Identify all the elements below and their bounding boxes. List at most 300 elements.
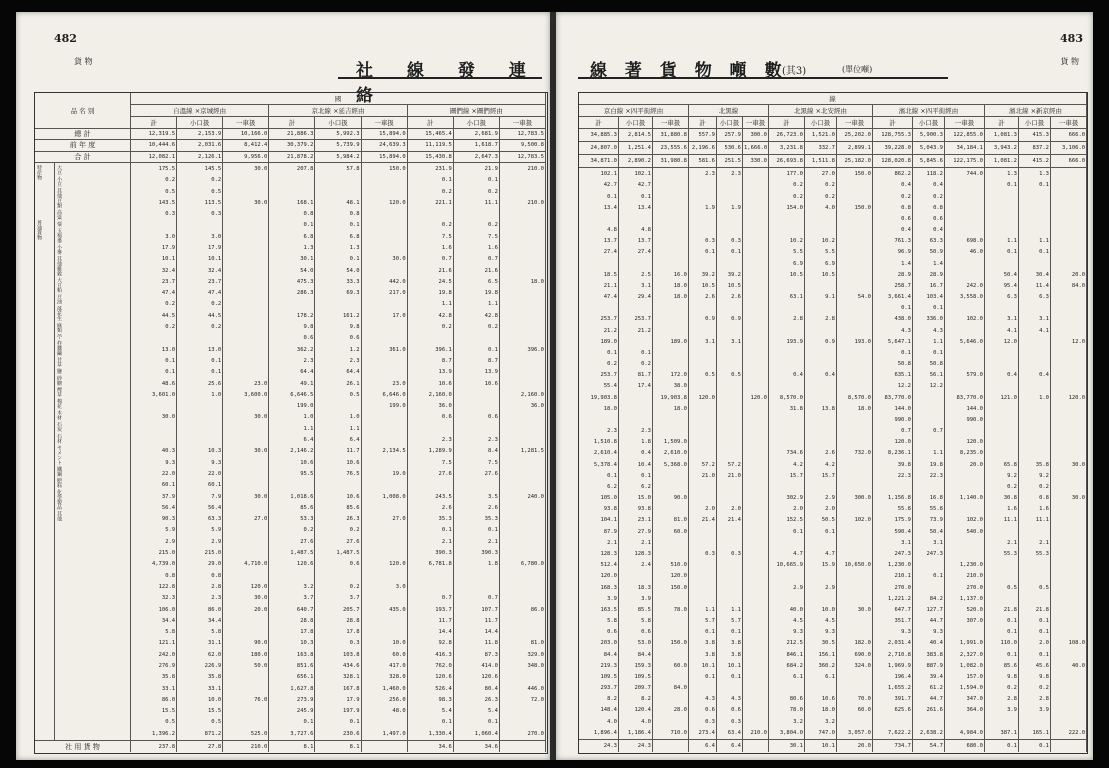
data-cell (689, 682, 717, 693)
table-row (579, 280, 1087, 291)
data-cell (689, 537, 717, 548)
data-cell (717, 414, 743, 425)
data-cell: 512.4 (579, 560, 619, 571)
data-cell: 5.8 (177, 626, 223, 637)
data-cell: 1,991.0 (945, 638, 985, 649)
data-cell: 4,984.0 (945, 727, 985, 739)
data-cell (717, 481, 743, 492)
data-cell (223, 208, 269, 219)
data-cell: 2.1 (1019, 537, 1051, 548)
data-cell: 30.0 (223, 162, 269, 174)
data-cell (499, 321, 545, 332)
data-cell: 30,379.2 (269, 140, 315, 151)
data-cell: 18.0 (653, 280, 689, 291)
subcolumn-header: 計 (131, 117, 177, 129)
data-cell: 38.0 (653, 381, 689, 392)
data-cell: 165.1 (1019, 727, 1051, 739)
data-cell (619, 258, 653, 269)
data-cell: 2.9 (131, 536, 177, 547)
data-cell (619, 392, 653, 403)
data-cell: 85.6 (985, 660, 1019, 671)
data-cell: 10.3 (177, 446, 223, 457)
data-cell: 2.1 (619, 537, 653, 548)
data-cell (1019, 414, 1051, 425)
data-cell (653, 414, 689, 425)
data-cell: 85.6 (269, 502, 315, 513)
data-cell: 4.5 (769, 615, 805, 626)
data-cell (769, 280, 805, 291)
data-cell: 3,727.6 (269, 728, 315, 741)
data-cell: 50.4 (913, 526, 945, 537)
data-cell (1051, 202, 1087, 213)
data-cell (223, 547, 269, 558)
data-cell (499, 242, 545, 253)
data-cell (653, 202, 689, 213)
data-cell: 10.1 (717, 660, 743, 671)
data-cell (361, 547, 407, 558)
data-cell (361, 626, 407, 637)
data-cell (805, 359, 837, 370)
data-cell: 0.7 (913, 426, 945, 437)
data-cell: 180.0 (223, 649, 269, 660)
subcolumn-header: 一車扱 (743, 117, 769, 129)
data-cell: 35.3 (407, 513, 453, 524)
data-cell: 3.0 (177, 231, 223, 242)
data-cell (453, 581, 499, 592)
data-cell (805, 571, 837, 582)
data-cell: 20.0 (945, 459, 985, 470)
data-cell: 680.0 (945, 739, 985, 752)
data-cell: 0.6 (913, 213, 945, 224)
data-cell: 0.1 (315, 717, 361, 728)
data-cell (717, 224, 743, 235)
data-cell (1051, 403, 1087, 414)
data-cell: 0.6 (873, 213, 913, 224)
data-cell: 698.0 (945, 236, 985, 247)
data-cell (743, 347, 769, 358)
data-cell: 3.8 (689, 638, 717, 649)
data-cell: 196.4 (873, 671, 913, 682)
data-cell (499, 378, 545, 389)
data-cell (1051, 325, 1087, 336)
data-cell (1051, 739, 1087, 752)
data-cell: 9.3 (805, 627, 837, 638)
data-cell: 5.9 (177, 525, 223, 536)
data-cell (407, 581, 453, 592)
data-cell: 120.4 (619, 705, 653, 716)
data-cell (985, 381, 1019, 392)
data-cell: 6,646.0 (361, 389, 407, 400)
data-cell: 0.8 (131, 570, 177, 581)
data-cell: 6,780.0 (499, 559, 545, 570)
data-cell (689, 347, 717, 358)
data-cell: 34.4 (131, 615, 177, 626)
data-cell: 54.0 (837, 291, 873, 302)
title-rule-left (338, 77, 542, 79)
data-cell: 0.1 (619, 470, 653, 481)
data-cell: 415.3 (1019, 129, 1051, 142)
data-cell: 0.1 (1019, 739, 1051, 752)
data-cell: 0.1 (315, 254, 361, 265)
data-cell (985, 258, 1019, 269)
data-cell (223, 502, 269, 513)
data-cell: 0.2 (453, 186, 499, 197)
data-cell: 16.7 (913, 280, 945, 291)
page-number-left: 482 (54, 32, 77, 45)
data-cell: 12.2 (913, 381, 945, 392)
data-cell: 50.4 (985, 269, 1019, 280)
data-cell: 684.2 (769, 660, 805, 671)
data-cell (1051, 437, 1087, 448)
title-subtitle: (其3) (782, 66, 807, 77)
data-cell: 95.5 (269, 468, 315, 479)
data-cell (223, 310, 269, 321)
data-cell: 336.0 (913, 314, 945, 325)
data-cell (743, 504, 769, 515)
data-cell: 27.9 (619, 526, 653, 537)
data-cell: 55.8 (873, 504, 913, 515)
table-row (579, 593, 1087, 604)
data-cell: 2.4 (619, 560, 653, 571)
data-cell: 34.6 (453, 741, 499, 752)
data-cell: 6.1 (805, 671, 837, 682)
data-cell: 11.1 (1019, 515, 1051, 526)
data-cell: 0.1 (985, 649, 1019, 660)
data-cell: 47.4 (579, 291, 619, 302)
data-cell (361, 208, 407, 219)
data-cell: 1.6 (453, 242, 499, 253)
table-row (579, 682, 1087, 693)
data-cell: 56.1 (913, 370, 945, 381)
route-group-header: 京北線 ×延吉經由 (269, 105, 407, 117)
data-cell: 40.0 (769, 604, 805, 615)
data-cell: 0.1 (453, 344, 499, 355)
data-cell (837, 548, 873, 559)
data-cell: 161.2 (315, 310, 361, 321)
data-cell (689, 493, 717, 504)
data-cell (223, 220, 269, 231)
data-cell (837, 615, 873, 626)
table-row (579, 716, 1087, 727)
data-cell (837, 571, 873, 582)
data-cell (223, 434, 269, 445)
data-cell (743, 537, 769, 548)
data-cell: 63.1 (769, 291, 805, 302)
data-cell: 0.1 (913, 347, 945, 358)
data-cell: 0.1 (453, 175, 499, 186)
data-cell: 1.3 (315, 242, 361, 253)
right-page (556, 12, 1093, 760)
data-cell: 0.6 (315, 333, 361, 344)
data-cell: 3.9 (579, 593, 619, 604)
data-cell (837, 359, 873, 370)
data-cell: 307.0 (945, 615, 985, 626)
data-cell (873, 481, 913, 492)
data-cell: 6,781.8 (407, 559, 453, 570)
data-cell: 3.9 (985, 705, 1019, 716)
data-cell (177, 434, 223, 445)
data-cell (1051, 470, 1087, 481)
data-cell (985, 716, 1019, 727)
data-cell: 27.0 (805, 168, 837, 180)
data-cell: 102.1 (619, 168, 653, 180)
data-cell: 210.0 (223, 741, 269, 752)
data-cell: 256.0 (361, 694, 407, 705)
data-cell: 2,031.6 (177, 140, 223, 151)
data-cell (361, 593, 407, 604)
data-cell (653, 258, 689, 269)
data-cell: 24.3 (579, 739, 619, 752)
data-cell: 0.6 (717, 705, 743, 716)
data-cell: 0.1 (579, 191, 619, 202)
data-cell (717, 582, 743, 593)
data-cell: 253.7 (579, 314, 619, 325)
data-cell: 18.0 (653, 403, 689, 414)
data-cell (1051, 291, 1087, 302)
data-cell: 49.1 (269, 378, 315, 389)
data-cell (1051, 448, 1087, 459)
data-cell (689, 414, 717, 425)
table-row (579, 347, 1087, 358)
data-cell: 18.0 (837, 403, 873, 414)
data-cell: 81.7 (619, 370, 653, 381)
data-cell: 72.0 (499, 694, 545, 705)
data-cell (361, 457, 407, 468)
table-row (579, 359, 1087, 370)
data-cell (579, 303, 619, 314)
data-cell: 122,855.0 (945, 129, 985, 142)
data-cell: 30.0 (223, 446, 269, 457)
data-cell: 76.5 (315, 468, 361, 479)
data-cell: 1.1 (985, 236, 1019, 247)
data-cell: 240.0 (499, 491, 545, 502)
data-cell: 10.0 (805, 604, 837, 615)
data-cell: 21.0 (717, 470, 743, 481)
data-cell: 1,618.7 (453, 140, 499, 151)
data-cell (689, 582, 717, 593)
data-cell (805, 280, 837, 291)
data-cell: 102.0 (945, 314, 985, 325)
data-cell (913, 560, 945, 571)
data-cell: 11,119.5 (407, 140, 453, 151)
data-cell (717, 325, 743, 336)
data-cell: 36.0 (499, 401, 545, 412)
data-cell: 0.2 (269, 525, 315, 536)
data-cell (499, 423, 545, 434)
data-cell (837, 381, 873, 392)
data-cell: 5,368.0 (653, 459, 689, 470)
data-cell: 4.8 (579, 224, 619, 235)
data-cell: 237.8 (131, 741, 177, 752)
data-cell (499, 593, 545, 604)
data-cell: 1,655.2 (873, 682, 913, 693)
data-cell: 0.4 (619, 448, 653, 459)
data-cell: 84.0 (1051, 280, 1087, 291)
data-cell: 396.1 (407, 344, 453, 355)
data-cell (985, 560, 1019, 571)
data-cell: 1.1 (689, 604, 717, 615)
data-cell (131, 423, 177, 434)
data-cell: 0.3 (689, 716, 717, 727)
data-cell: 0.2 (131, 299, 177, 310)
data-cell (499, 480, 545, 491)
data-cell: 1,221.2 (873, 593, 913, 604)
data-cell: 63.4 (717, 727, 743, 739)
data-cell: 50.9 (913, 247, 945, 258)
data-cell: 219.3 (579, 660, 619, 671)
data-cell (805, 414, 837, 425)
data-cell (769, 426, 805, 437)
data-cell (743, 627, 769, 638)
data-cell (619, 414, 653, 425)
data-cell: 120.6 (407, 672, 453, 683)
data-cell: 34,184.1 (945, 142, 985, 155)
data-cell: 0.4 (873, 224, 913, 235)
data-cell (837, 303, 873, 314)
data-cell: 0.2 (177, 321, 223, 332)
data-cell: 0.4 (1019, 370, 1051, 381)
data-cell: 1,140.0 (945, 493, 985, 504)
data-cell: 3,943.2 (985, 142, 1019, 155)
data-cell (223, 242, 269, 253)
data-cell (717, 526, 743, 537)
data-cell: 23,555.6 (653, 142, 689, 155)
data-cell: 2.3 (177, 593, 223, 604)
data-cell (223, 367, 269, 378)
data-cell: 15.7 (805, 470, 837, 481)
data-cell: 0.2 (769, 180, 805, 191)
data-cell (499, 175, 545, 186)
data-cell: 12,319.5 (131, 129, 177, 140)
data-cell (177, 412, 223, 423)
data-cell: 3.2 (805, 716, 837, 727)
table-row (579, 526, 1087, 537)
data-cell (1019, 571, 1051, 582)
data-cell: 2.8 (1019, 694, 1051, 705)
data-cell (223, 276, 269, 287)
data-cell (837, 682, 873, 693)
data-cell: 9.3 (177, 457, 223, 468)
data-cell: 8.7 (453, 355, 499, 366)
data-cell: 63.3 (177, 513, 223, 524)
data-cell: 10.1 (805, 739, 837, 752)
data-cell: 1.2 (315, 344, 361, 355)
data-cell (837, 593, 873, 604)
data-cell: 5.4 (453, 706, 499, 717)
data-cell: 3.8 (717, 638, 743, 649)
data-cell: 210.0 (743, 727, 769, 739)
data-cell: 168.3 (579, 582, 619, 593)
data-cell: 3.1 (619, 280, 653, 291)
data-cell: 50.8 (873, 359, 913, 370)
data-cell: 21.2 (619, 325, 653, 336)
table-row (35, 162, 546, 174)
table-row (579, 213, 1087, 224)
data-cell (913, 481, 945, 492)
data-cell (717, 347, 743, 358)
data-cell: 11.7 (315, 446, 361, 457)
data-cell: 5.5 (805, 247, 837, 258)
data-cell (689, 325, 717, 336)
data-cell: 12.2 (873, 381, 913, 392)
data-cell: 5,647.1 (873, 336, 913, 347)
data-cell: 42.8 (453, 310, 499, 321)
data-cell: 286.3 (269, 288, 315, 299)
freight-table-right (578, 92, 1087, 752)
data-cell: 93.8 (579, 504, 619, 515)
table-row (579, 180, 1087, 191)
data-cell (945, 258, 985, 269)
data-cell: 9.3 (769, 627, 805, 638)
data-cell: 30.0 (131, 412, 177, 423)
data-cell: 207.8 (269, 162, 315, 174)
data-cell (499, 333, 545, 344)
data-cell: 47.4 (131, 288, 177, 299)
data-cell: 189.0 (653, 336, 689, 347)
data-cell: 10.6 (315, 491, 361, 502)
data-cell: 2.1 (579, 537, 619, 548)
data-cell: 10.6 (315, 457, 361, 468)
data-cell: 837.2 (1019, 142, 1051, 155)
data-cell: 152.5 (769, 515, 805, 526)
data-cell (689, 571, 717, 582)
data-cell (717, 448, 743, 459)
data-cell (131, 401, 177, 412)
data-cell: 351.7 (873, 615, 913, 626)
data-cell: 81.0 (653, 515, 689, 526)
data-cell: 2.0 (1019, 638, 1051, 649)
data-cell: 2.1 (407, 536, 453, 547)
data-cell: 30.1 (269, 254, 315, 265)
data-cell (499, 536, 545, 547)
data-cell: 10.0 (177, 694, 223, 705)
data-cell (619, 403, 653, 414)
route-group-header: 北黑線 ×北安經由 (769, 105, 873, 117)
data-cell: 84.4 (579, 649, 619, 660)
table-row (579, 504, 1087, 515)
data-cell: 10.1 (131, 254, 177, 265)
data-cell: 6.4 (269, 434, 315, 445)
data-cell: 0.1 (315, 220, 361, 231)
data-cell: 328.1 (315, 672, 361, 683)
data-cell (453, 423, 499, 434)
data-cell (769, 303, 805, 314)
data-cell: 0.1 (913, 303, 945, 314)
data-cell: 9.1 (805, 291, 837, 302)
data-cell: 64.4 (315, 367, 361, 378)
data-cell: 40.0 (1051, 660, 1087, 671)
data-cell (1051, 180, 1087, 191)
data-cell (689, 426, 717, 437)
data-cell: 0.1 (717, 247, 743, 258)
data-cell: 157.0 (945, 671, 985, 682)
data-cell (361, 480, 407, 491)
data-cell (743, 459, 769, 470)
data-cell: 60.1 (177, 480, 223, 491)
data-cell: 182.0 (837, 638, 873, 649)
data-cell: 230.6 (315, 728, 361, 741)
data-cell: 10.5 (805, 269, 837, 280)
data-cell (837, 370, 873, 381)
data-cell: 16.0 (653, 269, 689, 280)
data-cell: 14.4 (407, 626, 453, 637)
table-row (579, 515, 1087, 526)
data-cell (717, 191, 743, 202)
data-cell: 2.0 (805, 504, 837, 515)
data-cell: 197.9 (315, 706, 361, 717)
data-cell: 666.0 (1051, 155, 1087, 168)
table-row (579, 414, 1087, 425)
